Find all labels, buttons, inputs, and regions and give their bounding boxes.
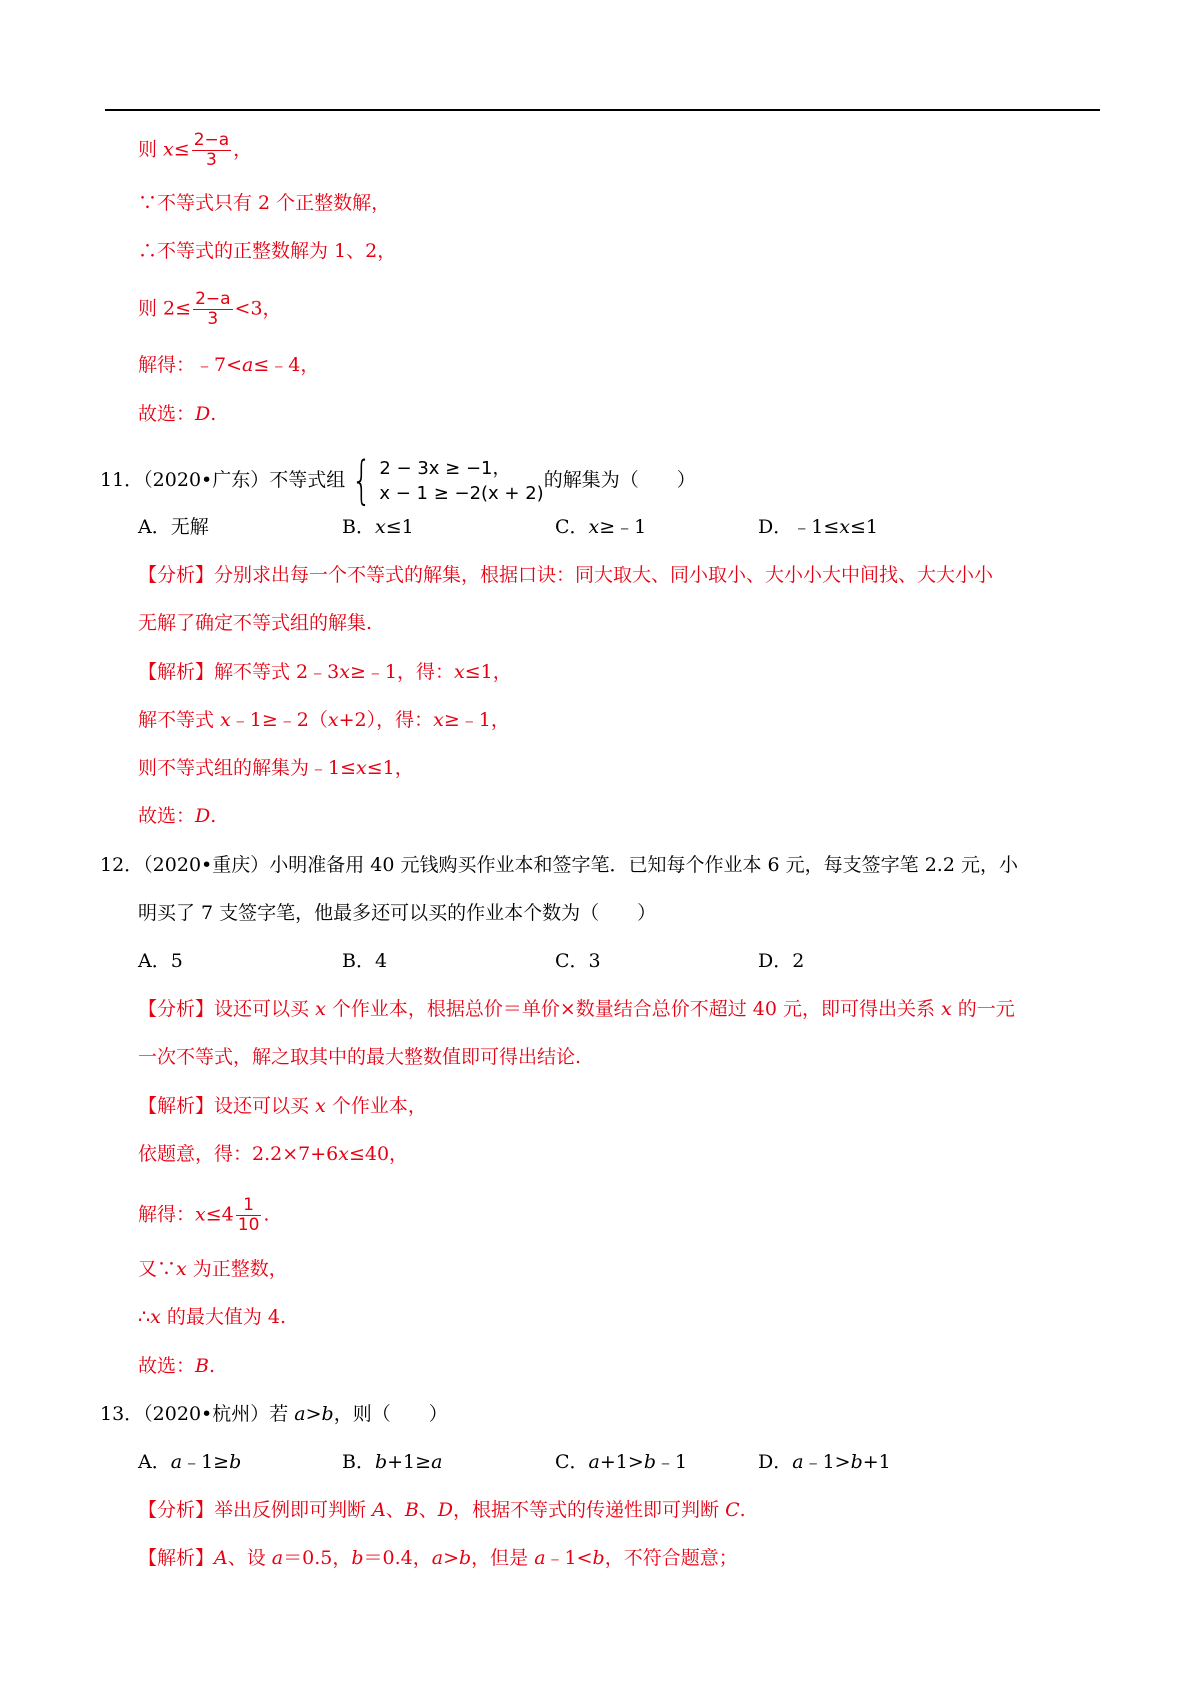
q10-line-5: 解得：﹣7<a≤﹣4，	[138, 354, 320, 376]
inequality-system: { 2 − 3x ≥ −1， x − 1 ≥ −2(x + 2)	[351, 451, 544, 511]
q11-option-d[interactable]: D．﹣1≤x≤1	[758, 516, 878, 538]
q12-answer: 故选：B.	[138, 1355, 216, 1377]
q10-line-4: 则 2≤ $\frac{2-a}{3}$ <3，	[138, 289, 282, 329]
q12-option-a[interactable]: A．5	[138, 950, 183, 972]
q10-line-2: ∵不等式只有 2 个正整数解，	[138, 192, 391, 214]
q11-analysis-2: 无解了确定不等式组的解集.	[138, 612, 373, 634]
q12-solution-3: 解得：x≤4 $\frac{1}{10}$ .	[138, 1195, 270, 1235]
fraction: $\frac{1}{10}$	[237, 1195, 260, 1235]
q12-option-b[interactable]: B．4	[342, 950, 388, 972]
q13-option-b[interactable]: B．b+1≥a	[342, 1451, 443, 1473]
q11-solution-3: 则不等式组的解集为﹣1≤x≤1，	[138, 757, 414, 779]
q11-solution-1: 【解析】解不等式 2﹣3x≥﹣1，得：x≤1，	[138, 661, 512, 683]
q10-answer: 故选：D.	[138, 403, 217, 425]
q13-option-a[interactable]: A．a﹣1≥b	[138, 1451, 242, 1473]
q13-stem: 13．（2020•杭州）若 a>b，则（ ）	[100, 1403, 448, 1425]
q12-analysis-1: 【分析】设还可以买 x 个作业本，根据总价＝单价×数量结合总价不超过 40 元，即可得出关系 x 的一元	[138, 998, 1015, 1020]
q13-option-c[interactable]: C．a+1>b﹣1	[555, 1451, 688, 1473]
q13-analysis: 【分析】举出反例即可判断 A、B、D，根据不等式的传递性即可判断 C.	[138, 1499, 746, 1521]
q13-solution-1: 【解析】A、设 a＝0.5，b＝0.4，a>b，但是 a﹣1<b，不符合题意；	[138, 1547, 738, 1569]
q12-solution-5: ∴x 的最大值为 4.	[138, 1306, 287, 1328]
fraction: $\frac{2-a}{3}$	[195, 289, 231, 329]
q12-option-c[interactable]: C．3	[555, 950, 601, 972]
q11-analysis-1: 【分析】分别求出每一个不等式的解集，根据口诀：同大取大、同小取小、大小小大中间找、大大小小	[138, 564, 994, 586]
q12-solution-2: 依题意，得：2.2×7+6x≤40，	[138, 1143, 409, 1165]
q11-option-a[interactable]: A．无解	[138, 516, 209, 538]
fraction: $\frac{2-a}{3}$	[193, 130, 230, 170]
q11-option-c[interactable]: C．x≥﹣1	[555, 516, 647, 538]
q12-option-d[interactable]: D．2	[758, 950, 805, 972]
q12-stem-2: 明买了 7 支签字笔，他最多还可以买的作业本个数为（ ）	[138, 902, 657, 924]
q12-solution-1: 【解析】设还可以买 x 个作业本，	[138, 1095, 427, 1117]
q11-stem: 11．（2020•广东）不等式组 { 2 − 3x ≥ −1， x − 1 ≥ −2(x + 2) 的解集为（ ）	[100, 451, 696, 511]
q12-analysis-2: 一次不等式，解之取其中的最大整数值即可得出结论.	[138, 1046, 582, 1068]
q12-stem-1: 12．（2020•重庆）小明准备用 40 元钱购买作业本和签字笔．已知每个作业本 6 元，每支签字笔 2.2 元，小	[100, 854, 1018, 876]
q11-option-b[interactable]: B．x≤1	[342, 516, 414, 538]
q13-option-d[interactable]: D．a﹣1>b+1	[758, 1451, 891, 1473]
q12-solution-4: 又∵x 为正整数，	[138, 1258, 288, 1280]
header-rule	[105, 109, 1100, 111]
q10-line-1: 则 x≤ $\frac{2-a}{3}$ ，	[138, 130, 253, 170]
q11-solution-2: 解不等式 x﹣1≥﹣2（x+2），得：x≥﹣1，	[138, 709, 510, 731]
q10-line-3: ∴不等式的正整数解为 1、2，	[138, 240, 397, 262]
q11-answer: 故选：D.	[138, 805, 217, 827]
